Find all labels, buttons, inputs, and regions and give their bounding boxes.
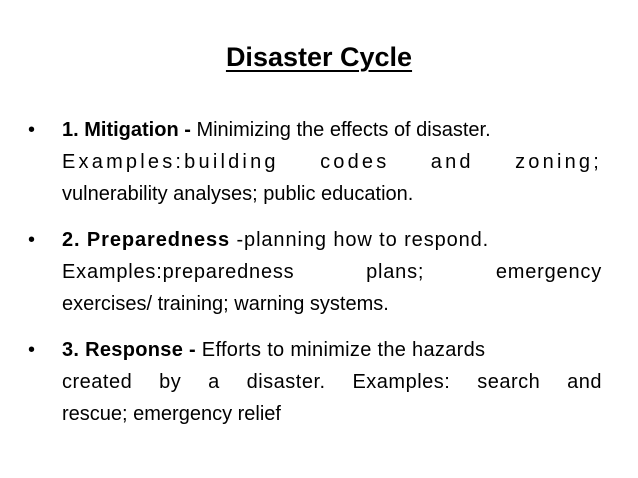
bullet-list — [28, 114, 602, 444]
definition: -planning how to respond. — [230, 229, 490, 251]
bullet-icon: • — [28, 339, 36, 361]
examples-cont: vulnerability analyses; public education. — [62, 183, 414, 205]
bullet-line — [62, 114, 602, 146]
bullet-item-response — [28, 334, 602, 430]
bullet-line — [62, 224, 602, 256]
slide-title-text: Disaster Cycle — [225, 42, 413, 72]
slide-title — [0, 42, 638, 73]
term: 2. Preparedness — [62, 229, 231, 251]
bullet-line — [62, 334, 602, 366]
examples: Examples:preparedness plans; emergency — [62, 261, 602, 283]
bullet-item-mitigation — [28, 114, 602, 210]
bullet-line — [62, 288, 602, 320]
bullet-line — [62, 366, 602, 398]
bullet-icon: • — [28, 119, 36, 141]
examples-cont: rescue; emergency relief — [62, 403, 281, 425]
bullet-line — [62, 256, 602, 288]
bullet-line — [62, 178, 602, 210]
bullet-item-preparedness — [28, 224, 602, 320]
examples: Examples:building codes and zoning; — [62, 151, 602, 173]
examples: created by a disaster. Examples: search and — [62, 371, 602, 393]
bullet-line — [62, 146, 602, 178]
term: 1. Mitigation - — [62, 119, 191, 141]
bullet-icon: • — [28, 229, 36, 251]
examples-cont: exercises/ training; warning systems. — [62, 293, 389, 315]
definition: Minimizing the effects of disaster. — [190, 119, 491, 141]
definition: Efforts to minimize the hazards — [195, 339, 486, 361]
bullet-line — [62, 398, 602, 430]
term: 3. Response - — [62, 339, 196, 361]
